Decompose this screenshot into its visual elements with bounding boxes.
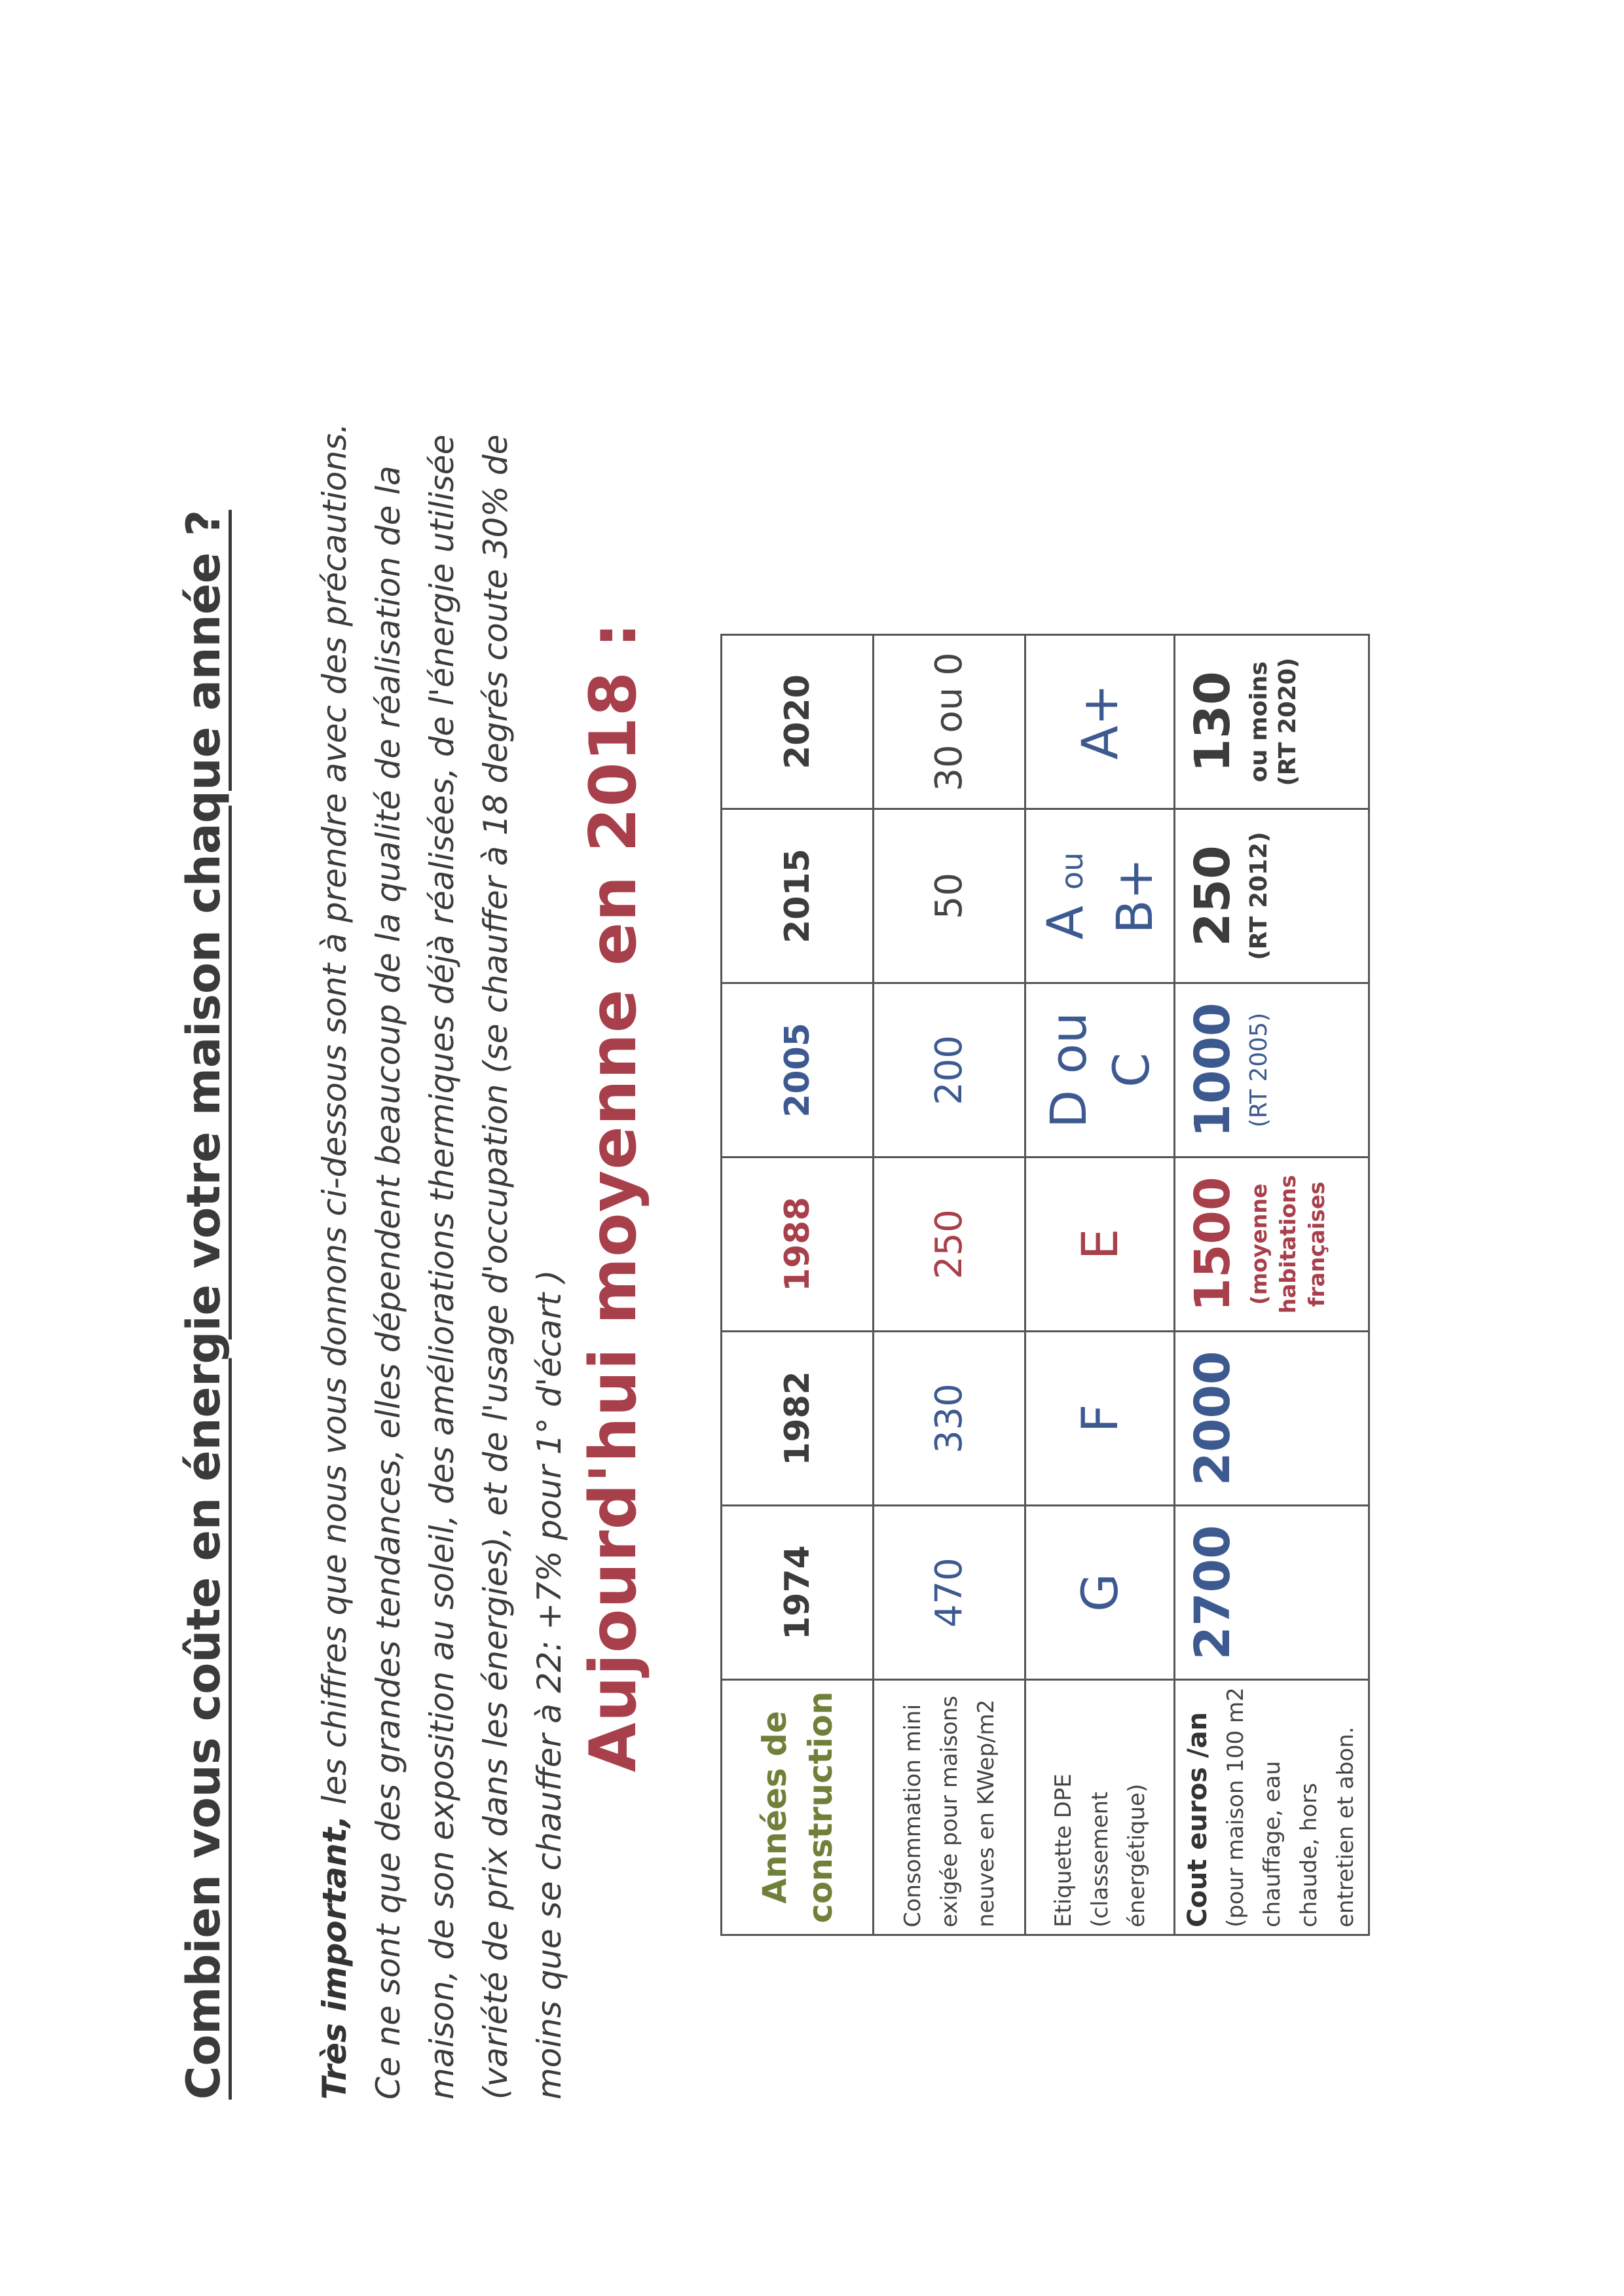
dpe-main: A+ bbox=[1070, 683, 1129, 760]
dpe-cell bbox=[1025, 635, 1175, 809]
cost-cell bbox=[1175, 1506, 1369, 1680]
year-cell: 2005 bbox=[722, 983, 874, 1157]
year-cell: 2015 bbox=[722, 809, 874, 983]
dpe-cell bbox=[1025, 983, 1175, 1157]
cost-cell bbox=[1175, 983, 1369, 1157]
table-row-dpe bbox=[1025, 635, 1175, 1935]
cost-note: (moyenne habitations françaises bbox=[1246, 1175, 1329, 1314]
dpe-cell bbox=[1025, 1157, 1175, 1332]
cost-note: (RT 2005) bbox=[1246, 1012, 1272, 1128]
energy-cost-table bbox=[720, 634, 1370, 1936]
cost-amount: 2700 bbox=[1185, 1525, 1241, 1660]
consumption-cell: 330 bbox=[874, 1332, 1025, 1506]
cost-amount: 2000 bbox=[1185, 1351, 1241, 1486]
headline-2018: Aujourd'hui moyenne en 2018 : bbox=[576, 621, 651, 1772]
year-cell: 1982 bbox=[722, 1332, 874, 1506]
table-row-cost bbox=[1175, 635, 1369, 1935]
cost-amount: 250 bbox=[1185, 845, 1241, 947]
table-row-consumption bbox=[874, 635, 1025, 1935]
dpe-cell bbox=[1025, 1506, 1175, 1680]
label-cost bbox=[1175, 1680, 1369, 1935]
dpe-cell bbox=[1025, 1332, 1175, 1506]
page-title: Combien vous coûte en énergie votre maison chaque année ? bbox=[177, 509, 231, 2100]
label-consumption: Consommation mini exigée pour maisons neuves en KWep/m2 bbox=[874, 1680, 1025, 1935]
intro-lead: Très important, bbox=[316, 1815, 354, 2100]
label-dpe: Etiquette DPE (classement énergétique) bbox=[1025, 1680, 1175, 1935]
label-years: Années de construction bbox=[722, 1680, 874, 1935]
dpe-alt: C bbox=[1101, 1052, 1160, 1088]
cost-cell bbox=[1175, 1332, 1369, 1506]
consumption-cell: 470 bbox=[874, 1506, 1025, 1680]
consumption-cell: 50 bbox=[874, 809, 1025, 983]
dpe-main: D bbox=[1039, 1089, 1098, 1129]
table-row-years bbox=[722, 635, 874, 1935]
year-cell: 2020 bbox=[722, 635, 874, 809]
year-cell: 1988 bbox=[722, 1157, 874, 1332]
dpe-main: G bbox=[1070, 1573, 1129, 1612]
dpe-main: A bbox=[1035, 905, 1094, 940]
label-cost-strong: Cout euros /an bbox=[1183, 1712, 1213, 1927]
cost-cell bbox=[1175, 635, 1369, 809]
consumption-cell: 200 bbox=[874, 983, 1025, 1157]
dpe-main: E bbox=[1070, 1228, 1129, 1260]
cost-note: (RT 2012) bbox=[1246, 831, 1272, 960]
cost-note: ou moins (RT 2020) bbox=[1246, 657, 1301, 786]
cost-amount: 130 bbox=[1185, 671, 1241, 773]
dpe-cell bbox=[1025, 809, 1175, 983]
cost-amount: 1000 bbox=[1185, 1002, 1241, 1138]
consumption-cell: 250 bbox=[874, 1157, 1025, 1332]
year-cell: 1974 bbox=[722, 1506, 874, 1680]
dpe-alt: B+ bbox=[1105, 858, 1164, 934]
cost-cell bbox=[1175, 1157, 1369, 1332]
cost-cell bbox=[1175, 809, 1369, 983]
consumption-cell: 30 ou 0 bbox=[874, 635, 1025, 809]
dpe-ou: ou bbox=[1054, 852, 1090, 890]
label-cost-detail: (pour maison 100 m2 chauffage, eau chaude, hors entretien et abon. bbox=[1223, 1687, 1359, 1927]
cost-amount: 1500 bbox=[1185, 1176, 1241, 1312]
intro-paragraph bbox=[308, 397, 576, 2100]
dpe-ou: ou bbox=[1039, 1011, 1098, 1074]
intro-text: les chiffres que nous vous donnons ci-dessous sont à prendre avec des précautions. Ce ne sont que des grandes tendances, elles dépendent beaucoup de la qualité de réalisation de la maison, de son exposition au soleil, des améliorations thermiques déjà réalisées, de l'énergie utilisée (variété de prix dans les énergies), et de l'usage d'occupation (se chauffer à 18 degrés coute 30% de moins que se chauffer à 22: +7% pour 1° d'écart ) bbox=[316, 423, 568, 2100]
dpe-main: F bbox=[1070, 1404, 1129, 1433]
